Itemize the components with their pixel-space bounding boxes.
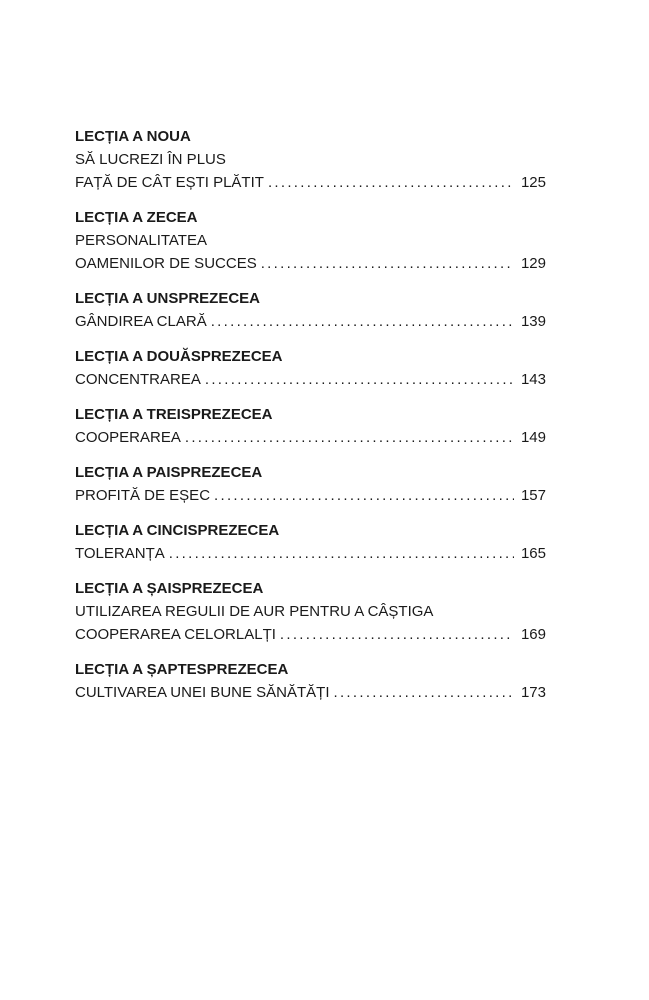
toc-leader-line <box>75 484 546 507</box>
toc-entry <box>75 519 546 565</box>
lesson-heading: LECȚIA A ZECEA <box>75 209 198 226</box>
lesson-title: GÂNDIREA CLARĂ <box>75 313 207 330</box>
dot-leader <box>205 368 514 391</box>
toc-entry <box>75 403 546 449</box>
lesson-title-line: PERSONALITATEA <box>75 232 207 249</box>
dot-leader <box>268 171 514 194</box>
toc-entry <box>75 287 546 333</box>
dot-leader <box>211 310 514 333</box>
lesson-title: TOLERANȚA <box>75 545 165 562</box>
dot-leader <box>214 484 514 507</box>
lesson-title: FAȚĂ DE CÂT EȘTI PLĂTIT <box>75 174 264 191</box>
lesson-title: OAMENILOR DE SUCCES <box>75 255 257 272</box>
lesson-title-line: UTILIZAREA REGULII DE AUR PENTRU A CÂȘTIGA <box>75 603 434 620</box>
toc-entry <box>75 206 546 275</box>
page-number: 129 <box>520 255 546 272</box>
lesson-heading: LECȚIA A ȘAPTESPREZECEA <box>75 661 289 678</box>
toc-leader-line <box>75 252 546 275</box>
lesson-title: COOPERAREA CELORLALȚI <box>75 626 276 643</box>
lesson-heading: LECȚIA A CINCISPREZECEA <box>75 522 280 539</box>
toc-entry <box>75 577 546 646</box>
lesson-heading: LECȚIA A TREISPREZECEA <box>75 406 273 423</box>
page-number: 125 <box>520 174 546 191</box>
dot-leader <box>334 681 515 704</box>
lesson-heading: LECȚIA A NOUA <box>75 128 191 145</box>
toc-leader-line <box>75 681 546 704</box>
lesson-title: CONCENTRAREA <box>75 371 201 388</box>
lesson-title-line: SĂ LUCREZI ÎN PLUS <box>75 151 226 168</box>
page-number: 149 <box>520 429 546 446</box>
lesson-title: PROFITĂ DE EȘEC <box>75 487 211 504</box>
page-number: 143 <box>520 371 546 388</box>
lesson-heading: LECȚIA A ȘAISPREZECEA <box>75 580 264 597</box>
page-number: 169 <box>520 626 546 643</box>
page-number: 165 <box>520 545 546 562</box>
lesson-title: CULTIVAREA UNEI BUNE SĂNĂTĂȚI <box>75 684 330 701</box>
dot-leader <box>280 623 514 646</box>
toc-entry <box>75 658 546 704</box>
dot-leader <box>169 542 514 565</box>
toc-leader-line <box>75 426 546 449</box>
toc-leader-line <box>75 623 546 646</box>
toc-entry <box>75 461 546 507</box>
toc-leader-line <box>75 368 546 391</box>
toc-leader-line <box>75 171 546 194</box>
lesson-heading: LECȚIA A PAISPREZECEA <box>75 464 263 481</box>
toc-entry <box>75 125 546 194</box>
dot-leader <box>185 426 514 449</box>
page-number: 173 <box>520 684 546 701</box>
toc-leader-line <box>75 542 546 565</box>
table-of-contents <box>75 125 546 716</box>
page-number: 139 <box>520 313 546 330</box>
toc-entry <box>75 345 546 391</box>
lesson-heading: LECȚIA A UNSPREZECEA <box>75 290 261 307</box>
dot-leader <box>261 252 514 275</box>
lesson-title: COOPERAREA <box>75 429 181 446</box>
toc-leader-line <box>75 310 546 333</box>
lesson-heading: LECȚIA A DOUĂSPREZECEA <box>75 348 283 365</box>
page-number: 157 <box>520 487 546 504</box>
